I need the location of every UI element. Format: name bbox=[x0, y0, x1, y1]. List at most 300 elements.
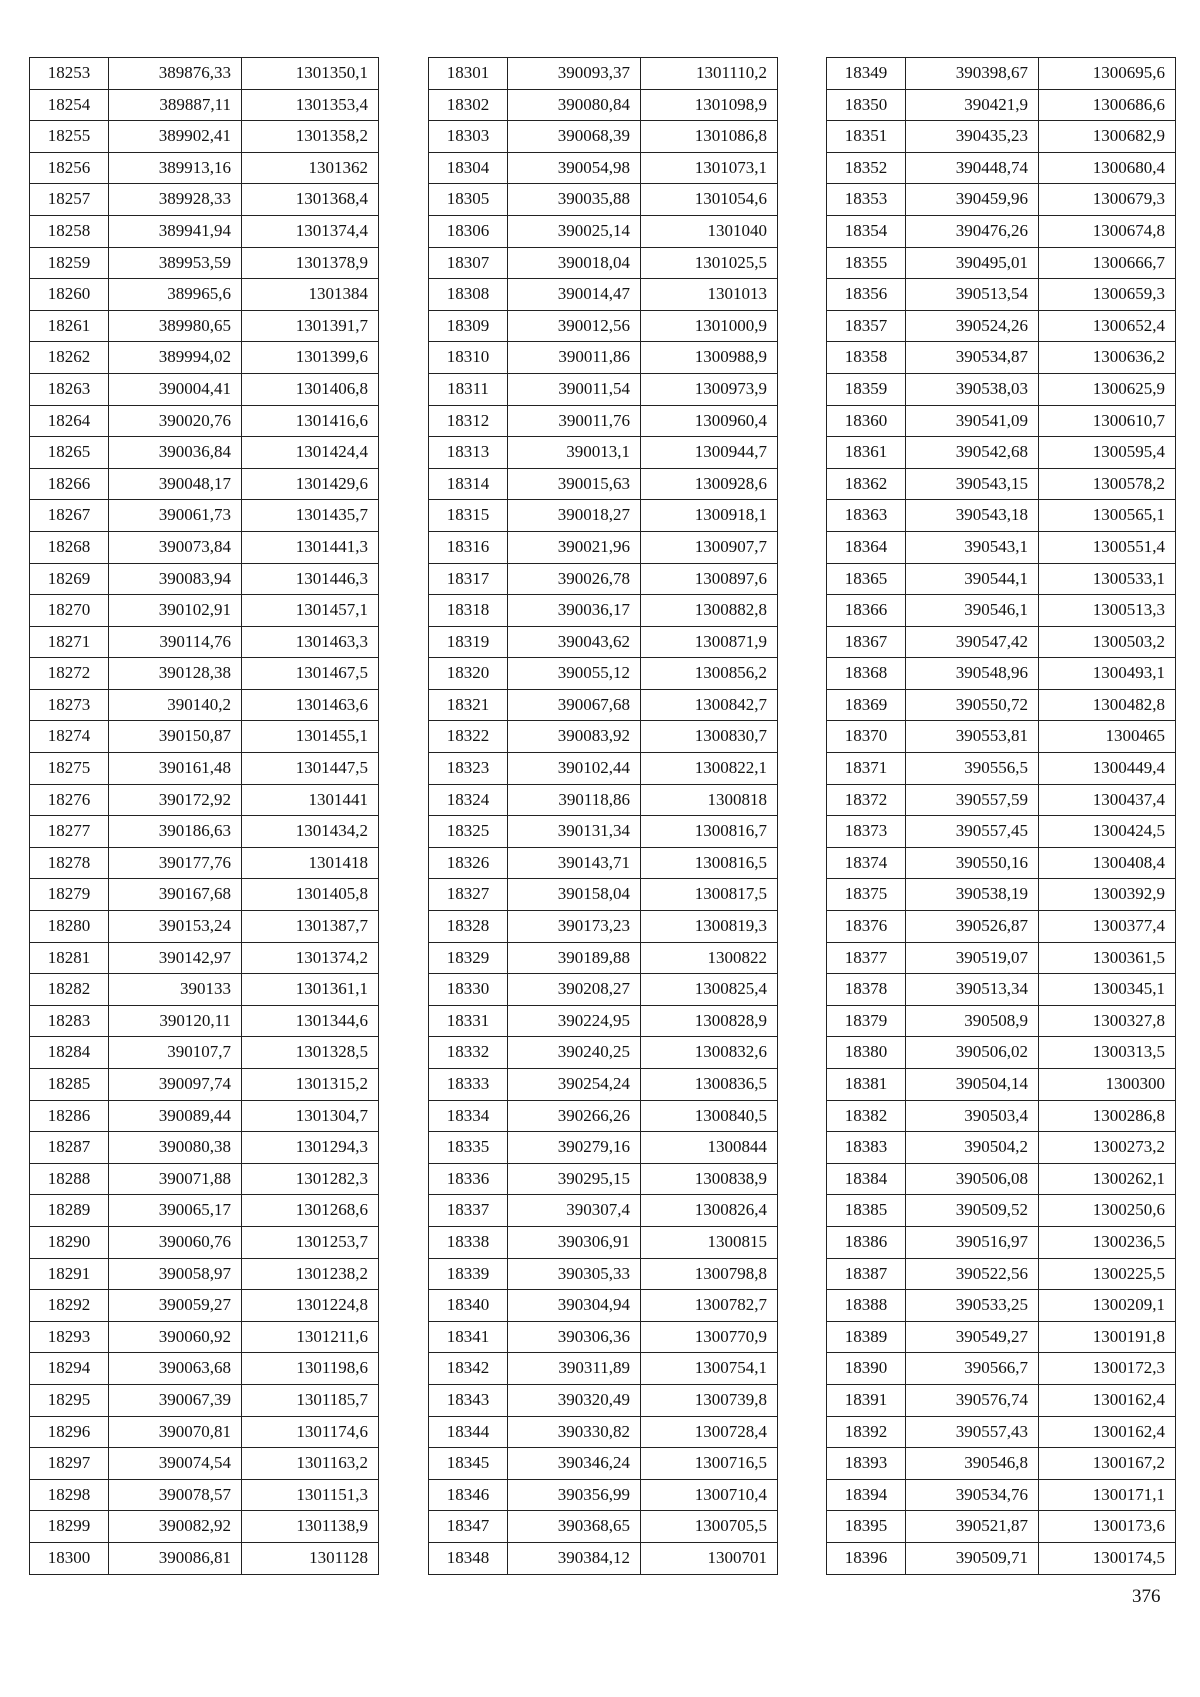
x-coordinate-cell: 389876,33 bbox=[109, 58, 242, 90]
table-row bbox=[429, 247, 778, 279]
x-coordinate-cell: 390543,1 bbox=[906, 531, 1039, 563]
x-coordinate-cell: 390018,27 bbox=[508, 500, 641, 532]
x-coordinate-cell: 390067,39 bbox=[109, 1384, 242, 1416]
y-coordinate-cell: 1301282,3 bbox=[242, 1163, 379, 1195]
x-coordinate-cell: 390547,42 bbox=[906, 626, 1039, 658]
y-coordinate-cell: 1301374,4 bbox=[242, 215, 379, 247]
y-coordinate-cell: 1300928,6 bbox=[641, 468, 778, 500]
y-coordinate-cell: 1300449,4 bbox=[1039, 753, 1176, 785]
point-number-cell: 18377 bbox=[827, 942, 906, 974]
x-coordinate-cell: 390014,47 bbox=[508, 279, 641, 311]
x-coordinate-cell: 390566,7 bbox=[906, 1353, 1039, 1385]
point-number-cell: 18295 bbox=[30, 1384, 109, 1416]
x-coordinate-cell: 390158,04 bbox=[508, 879, 641, 911]
point-number-cell: 18349 bbox=[827, 58, 906, 90]
y-coordinate-cell: 1301416,6 bbox=[242, 405, 379, 437]
y-coordinate-cell: 1301406,8 bbox=[242, 373, 379, 405]
x-coordinate-cell: 389994,02 bbox=[109, 342, 242, 374]
y-coordinate-cell: 1300871,9 bbox=[641, 626, 778, 658]
table-row bbox=[827, 563, 1176, 595]
point-number-cell: 18319 bbox=[429, 626, 508, 658]
y-coordinate-cell: 1300172,3 bbox=[1039, 1353, 1176, 1385]
y-coordinate-cell: 1301361,1 bbox=[242, 974, 379, 1006]
table-row bbox=[30, 279, 379, 311]
point-number-cell: 18271 bbox=[30, 626, 109, 658]
table-row bbox=[827, 974, 1176, 1006]
y-coordinate-cell: 1300844 bbox=[641, 1132, 778, 1164]
point-number-cell: 18370 bbox=[827, 721, 906, 753]
table-row bbox=[30, 89, 379, 121]
x-coordinate-cell: 390048,17 bbox=[109, 468, 242, 500]
y-coordinate-cell: 1301163,2 bbox=[242, 1448, 379, 1480]
x-coordinate-cell: 390035,88 bbox=[508, 184, 641, 216]
table-row bbox=[827, 1163, 1176, 1195]
table-row bbox=[429, 1290, 778, 1322]
point-number-cell: 18340 bbox=[429, 1290, 508, 1322]
table-row bbox=[827, 784, 1176, 816]
x-coordinate-cell: 390142,97 bbox=[109, 942, 242, 974]
y-coordinate-cell: 1300262,1 bbox=[1039, 1163, 1176, 1195]
table-row bbox=[827, 247, 1176, 279]
x-coordinate-cell: 390058,97 bbox=[109, 1258, 242, 1290]
point-number-cell: 18384 bbox=[827, 1163, 906, 1195]
x-coordinate-cell: 390118,86 bbox=[508, 784, 641, 816]
table-row bbox=[30, 658, 379, 690]
table-row bbox=[30, 911, 379, 943]
point-number-cell: 18306 bbox=[429, 215, 508, 247]
table-row bbox=[827, 1226, 1176, 1258]
table-row bbox=[30, 184, 379, 216]
point-number-cell: 18373 bbox=[827, 816, 906, 848]
y-coordinate-cell: 1301441,3 bbox=[242, 531, 379, 563]
y-coordinate-cell: 1301013 bbox=[641, 279, 778, 311]
point-number-cell: 18311 bbox=[429, 373, 508, 405]
y-coordinate-cell: 1301441 bbox=[242, 784, 379, 816]
y-coordinate-cell: 1300825,4 bbox=[641, 974, 778, 1006]
point-number-cell: 18258 bbox=[30, 215, 109, 247]
y-coordinate-cell: 1301353,4 bbox=[242, 89, 379, 121]
y-coordinate-cell: 1300907,7 bbox=[641, 531, 778, 563]
x-coordinate-cell: 390533,25 bbox=[906, 1290, 1039, 1322]
x-coordinate-cell: 390093,37 bbox=[508, 58, 641, 90]
point-number-cell: 18332 bbox=[429, 1037, 508, 1069]
point-number-cell: 18356 bbox=[827, 279, 906, 311]
y-coordinate-cell: 1300286,8 bbox=[1039, 1100, 1176, 1132]
y-coordinate-cell: 1301098,9 bbox=[641, 89, 778, 121]
point-number-cell: 18330 bbox=[429, 974, 508, 1006]
x-coordinate-cell: 390083,92 bbox=[508, 721, 641, 753]
x-coordinate-cell: 390504,14 bbox=[906, 1069, 1039, 1101]
y-coordinate-cell: 1300679,3 bbox=[1039, 184, 1176, 216]
point-number-cell: 18296 bbox=[30, 1416, 109, 1448]
table-row bbox=[429, 563, 778, 595]
x-coordinate-cell: 390036,84 bbox=[109, 437, 242, 469]
coordinate-table-3 bbox=[826, 57, 1176, 1575]
point-number-cell: 18383 bbox=[827, 1132, 906, 1164]
table-row bbox=[30, 1448, 379, 1480]
y-coordinate-cell: 1300828,9 bbox=[641, 1005, 778, 1037]
x-coordinate-cell: 390208,27 bbox=[508, 974, 641, 1006]
table-row bbox=[827, 595, 1176, 627]
table-row bbox=[429, 1226, 778, 1258]
table-row bbox=[30, 468, 379, 500]
point-number-cell: 18289 bbox=[30, 1195, 109, 1227]
point-number-cell: 18273 bbox=[30, 689, 109, 721]
x-coordinate-cell: 390080,84 bbox=[508, 89, 641, 121]
point-number-cell: 18393 bbox=[827, 1448, 906, 1480]
table-row bbox=[429, 342, 778, 374]
y-coordinate-cell: 1300273,2 bbox=[1039, 1132, 1176, 1164]
table-row bbox=[30, 500, 379, 532]
point-number-cell: 18263 bbox=[30, 373, 109, 405]
y-coordinate-cell: 1301418 bbox=[242, 847, 379, 879]
point-number-cell: 18282 bbox=[30, 974, 109, 1006]
y-coordinate-cell: 1300818 bbox=[641, 784, 778, 816]
table-row bbox=[827, 626, 1176, 658]
x-coordinate-cell: 389953,59 bbox=[109, 247, 242, 279]
table-row bbox=[30, 784, 379, 816]
x-coordinate-cell: 390055,12 bbox=[508, 658, 641, 690]
y-coordinate-cell: 1300636,2 bbox=[1039, 342, 1176, 374]
point-number-cell: 18253 bbox=[30, 58, 109, 90]
y-coordinate-cell: 1301328,5 bbox=[242, 1037, 379, 1069]
point-number-cell: 18368 bbox=[827, 658, 906, 690]
x-coordinate-cell: 390306,91 bbox=[508, 1226, 641, 1258]
table-row bbox=[827, 89, 1176, 121]
point-number-cell: 18288 bbox=[30, 1163, 109, 1195]
point-number-cell: 18275 bbox=[30, 753, 109, 785]
point-number-cell: 18364 bbox=[827, 531, 906, 563]
x-coordinate-cell: 390036,17 bbox=[508, 595, 641, 627]
y-coordinate-cell: 1301198,6 bbox=[242, 1353, 379, 1385]
x-coordinate-cell: 390534,76 bbox=[906, 1479, 1039, 1511]
x-coordinate-cell: 390509,71 bbox=[906, 1542, 1039, 1574]
y-coordinate-cell: 1300503,2 bbox=[1039, 626, 1176, 658]
table-row bbox=[429, 974, 778, 1006]
table-row bbox=[30, 437, 379, 469]
x-coordinate-cell: 390120,11 bbox=[109, 1005, 242, 1037]
y-coordinate-cell: 1301000,9 bbox=[641, 310, 778, 342]
y-coordinate-cell: 1300345,1 bbox=[1039, 974, 1176, 1006]
y-coordinate-cell: 1301040 bbox=[641, 215, 778, 247]
y-coordinate-cell: 1301185,7 bbox=[242, 1384, 379, 1416]
table-row bbox=[429, 1005, 778, 1037]
point-number-cell: 18307 bbox=[429, 247, 508, 279]
y-coordinate-cell: 1300680,4 bbox=[1039, 152, 1176, 184]
table-row bbox=[827, 1132, 1176, 1164]
point-number-cell: 18313 bbox=[429, 437, 508, 469]
y-coordinate-cell: 1301463,6 bbox=[242, 689, 379, 721]
y-coordinate-cell: 1301434,2 bbox=[242, 816, 379, 848]
x-coordinate-cell: 390549,27 bbox=[906, 1321, 1039, 1353]
point-number-cell: 18298 bbox=[30, 1479, 109, 1511]
y-coordinate-cell: 1300408,4 bbox=[1039, 847, 1176, 879]
point-number-cell: 18372 bbox=[827, 784, 906, 816]
y-coordinate-cell: 1300674,8 bbox=[1039, 215, 1176, 247]
x-coordinate-cell: 389913,16 bbox=[109, 152, 242, 184]
point-number-cell: 18347 bbox=[429, 1511, 508, 1543]
table-row bbox=[429, 437, 778, 469]
y-coordinate-cell: 1301268,6 bbox=[242, 1195, 379, 1227]
y-coordinate-cell: 1301344,6 bbox=[242, 1005, 379, 1037]
point-number-cell: 18389 bbox=[827, 1321, 906, 1353]
table-row bbox=[827, 1479, 1176, 1511]
y-coordinate-cell: 1300826,4 bbox=[641, 1195, 778, 1227]
y-coordinate-cell: 1300666,7 bbox=[1039, 247, 1176, 279]
point-number-cell: 18281 bbox=[30, 942, 109, 974]
table-row bbox=[30, 626, 379, 658]
table-row bbox=[429, 152, 778, 184]
table-row bbox=[429, 1448, 778, 1480]
point-number-cell: 18305 bbox=[429, 184, 508, 216]
x-coordinate-cell: 390266,26 bbox=[508, 1100, 641, 1132]
y-coordinate-cell: 1300960,4 bbox=[641, 405, 778, 437]
table-row bbox=[429, 405, 778, 437]
y-coordinate-cell: 1300822,1 bbox=[641, 753, 778, 785]
x-coordinate-cell: 390074,54 bbox=[109, 1448, 242, 1480]
point-number-cell: 18267 bbox=[30, 500, 109, 532]
x-coordinate-cell: 390553,81 bbox=[906, 721, 1039, 753]
y-coordinate-cell: 1301391,7 bbox=[242, 310, 379, 342]
point-number-cell: 18338 bbox=[429, 1226, 508, 1258]
y-coordinate-cell: 1301467,5 bbox=[242, 658, 379, 690]
y-coordinate-cell: 1300595,4 bbox=[1039, 437, 1176, 469]
table-row bbox=[827, 1005, 1176, 1037]
point-number-cell: 18357 bbox=[827, 310, 906, 342]
point-number-cell: 18310 bbox=[429, 342, 508, 374]
table-row bbox=[429, 658, 778, 690]
x-coordinate-cell: 390082,92 bbox=[109, 1511, 242, 1543]
point-number-cell: 18293 bbox=[30, 1321, 109, 1353]
x-coordinate-cell: 390519,07 bbox=[906, 942, 1039, 974]
table-row bbox=[30, 1384, 379, 1416]
x-coordinate-cell: 390279,16 bbox=[508, 1132, 641, 1164]
point-number-cell: 18326 bbox=[429, 847, 508, 879]
x-coordinate-cell: 389902,41 bbox=[109, 121, 242, 153]
y-coordinate-cell: 1300300 bbox=[1039, 1069, 1176, 1101]
point-number-cell: 18376 bbox=[827, 911, 906, 943]
table-row bbox=[429, 784, 778, 816]
table-row bbox=[30, 1290, 379, 1322]
table-row bbox=[827, 1448, 1176, 1480]
point-number-cell: 18335 bbox=[429, 1132, 508, 1164]
table-row bbox=[429, 753, 778, 785]
x-coordinate-cell: 390177,76 bbox=[109, 847, 242, 879]
y-coordinate-cell: 1301304,7 bbox=[242, 1100, 379, 1132]
x-coordinate-cell: 390330,82 bbox=[508, 1416, 641, 1448]
table-row bbox=[429, 626, 778, 658]
point-number-cell: 18366 bbox=[827, 595, 906, 627]
point-number-cell: 18392 bbox=[827, 1416, 906, 1448]
point-number-cell: 18268 bbox=[30, 531, 109, 563]
x-coordinate-cell: 390070,81 bbox=[109, 1416, 242, 1448]
x-coordinate-cell: 390521,87 bbox=[906, 1511, 1039, 1543]
y-coordinate-cell: 1300973,9 bbox=[641, 373, 778, 405]
point-number-cell: 18264 bbox=[30, 405, 109, 437]
point-number-cell: 18353 bbox=[827, 184, 906, 216]
y-coordinate-cell: 1300392,9 bbox=[1039, 879, 1176, 911]
y-coordinate-cell: 1301151,3 bbox=[242, 1479, 379, 1511]
y-coordinate-cell: 1300173,6 bbox=[1039, 1511, 1176, 1543]
x-coordinate-cell: 389941,94 bbox=[109, 215, 242, 247]
table-row bbox=[30, 1416, 379, 1448]
x-coordinate-cell: 390011,76 bbox=[508, 405, 641, 437]
x-coordinate-cell: 390576,74 bbox=[906, 1384, 1039, 1416]
y-coordinate-cell: 1300822 bbox=[641, 942, 778, 974]
x-coordinate-cell: 390306,36 bbox=[508, 1321, 641, 1353]
y-coordinate-cell: 1301128 bbox=[242, 1542, 379, 1574]
point-number-cell: 18257 bbox=[30, 184, 109, 216]
x-coordinate-cell: 390172,92 bbox=[109, 784, 242, 816]
table-row bbox=[30, 1258, 379, 1290]
x-coordinate-cell: 390186,63 bbox=[109, 816, 242, 848]
point-number-cell: 18327 bbox=[429, 879, 508, 911]
x-coordinate-cell: 390522,56 bbox=[906, 1258, 1039, 1290]
x-coordinate-cell: 390102,44 bbox=[508, 753, 641, 785]
point-number-cell: 18279 bbox=[30, 879, 109, 911]
x-coordinate-cell: 390224,95 bbox=[508, 1005, 641, 1037]
y-coordinate-cell: 1301455,1 bbox=[242, 721, 379, 753]
point-number-cell: 18361 bbox=[827, 437, 906, 469]
y-coordinate-cell: 1300209,1 bbox=[1039, 1290, 1176, 1322]
point-number-cell: 18254 bbox=[30, 89, 109, 121]
point-number-cell: 18344 bbox=[429, 1416, 508, 1448]
y-coordinate-cell: 1301429,6 bbox=[242, 468, 379, 500]
table-row bbox=[429, 1100, 778, 1132]
x-coordinate-cell: 390054,98 bbox=[508, 152, 641, 184]
point-number-cell: 18348 bbox=[429, 1542, 508, 1574]
table-row bbox=[429, 1542, 778, 1574]
point-number-cell: 18259 bbox=[30, 247, 109, 279]
x-coordinate-cell: 390020,76 bbox=[109, 405, 242, 437]
x-coordinate-cell: 390065,17 bbox=[109, 1195, 242, 1227]
x-coordinate-cell: 390476,26 bbox=[906, 215, 1039, 247]
table-row bbox=[827, 437, 1176, 469]
table-row bbox=[429, 721, 778, 753]
table-row bbox=[827, 1258, 1176, 1290]
point-number-cell: 18287 bbox=[30, 1132, 109, 1164]
x-coordinate-cell: 390133 bbox=[109, 974, 242, 1006]
y-coordinate-cell: 1301405,8 bbox=[242, 879, 379, 911]
table-row bbox=[827, 1511, 1176, 1543]
y-coordinate-cell: 1300815 bbox=[641, 1226, 778, 1258]
table-row bbox=[827, 1290, 1176, 1322]
y-coordinate-cell: 1300782,7 bbox=[641, 1290, 778, 1322]
x-coordinate-cell: 390307,4 bbox=[508, 1195, 641, 1227]
y-coordinate-cell: 1301086,8 bbox=[641, 121, 778, 153]
point-number-cell: 18320 bbox=[429, 658, 508, 690]
point-number-cell: 18315 bbox=[429, 500, 508, 532]
point-number-cell: 18265 bbox=[30, 437, 109, 469]
point-number-cell: 18299 bbox=[30, 1511, 109, 1543]
x-coordinate-cell: 390295,15 bbox=[508, 1163, 641, 1195]
point-number-cell: 18285 bbox=[30, 1069, 109, 1101]
y-coordinate-cell: 1300701 bbox=[641, 1542, 778, 1574]
table-row bbox=[429, 879, 778, 911]
y-coordinate-cell: 1301463,3 bbox=[242, 626, 379, 658]
x-coordinate-cell: 390067,68 bbox=[508, 689, 641, 721]
y-coordinate-cell: 1300754,1 bbox=[641, 1353, 778, 1385]
point-number-cell: 18283 bbox=[30, 1005, 109, 1037]
y-coordinate-cell: 1300832,6 bbox=[641, 1037, 778, 1069]
table-row bbox=[429, 942, 778, 974]
point-number-cell: 18342 bbox=[429, 1353, 508, 1385]
y-coordinate-cell: 1301350,1 bbox=[242, 58, 379, 90]
table-row bbox=[827, 1037, 1176, 1069]
point-number-cell: 18262 bbox=[30, 342, 109, 374]
y-coordinate-cell: 1301387,7 bbox=[242, 911, 379, 943]
point-number-cell: 18280 bbox=[30, 911, 109, 943]
x-coordinate-cell: 390320,49 bbox=[508, 1384, 641, 1416]
y-coordinate-cell: 1300819,3 bbox=[641, 911, 778, 943]
y-coordinate-cell: 1300705,5 bbox=[641, 1511, 778, 1543]
point-number-cell: 18374 bbox=[827, 847, 906, 879]
x-coordinate-cell: 390534,87 bbox=[906, 342, 1039, 374]
point-number-cell: 18291 bbox=[30, 1258, 109, 1290]
table-row bbox=[30, 816, 379, 848]
x-coordinate-cell: 390550,16 bbox=[906, 847, 1039, 879]
table-row bbox=[30, 721, 379, 753]
table-row bbox=[429, 911, 778, 943]
y-coordinate-cell: 1300313,5 bbox=[1039, 1037, 1176, 1069]
table-row bbox=[30, 405, 379, 437]
y-coordinate-cell: 1301138,9 bbox=[242, 1511, 379, 1543]
y-coordinate-cell: 1301384 bbox=[242, 279, 379, 311]
point-number-cell: 18276 bbox=[30, 784, 109, 816]
y-coordinate-cell: 1300551,4 bbox=[1039, 531, 1176, 563]
table-row bbox=[429, 279, 778, 311]
x-coordinate-cell: 390508,9 bbox=[906, 1005, 1039, 1037]
table-row bbox=[429, 1353, 778, 1385]
y-coordinate-cell: 1300836,5 bbox=[641, 1069, 778, 1101]
point-number-cell: 18355 bbox=[827, 247, 906, 279]
table-row bbox=[429, 310, 778, 342]
y-coordinate-cell: 1301457,1 bbox=[242, 595, 379, 627]
y-coordinate-cell: 1300377,4 bbox=[1039, 911, 1176, 943]
point-number-cell: 18363 bbox=[827, 500, 906, 532]
x-coordinate-cell: 390073,84 bbox=[109, 531, 242, 563]
x-coordinate-cell: 390060,76 bbox=[109, 1226, 242, 1258]
table-row bbox=[30, 1037, 379, 1069]
x-coordinate-cell: 390538,03 bbox=[906, 373, 1039, 405]
y-coordinate-cell: 1301294,3 bbox=[242, 1132, 379, 1164]
table-row bbox=[30, 58, 379, 90]
point-number-cell: 18318 bbox=[429, 595, 508, 627]
x-coordinate-cell: 390368,65 bbox=[508, 1511, 641, 1543]
point-number-cell: 18388 bbox=[827, 1290, 906, 1322]
y-coordinate-cell: 1301446,3 bbox=[242, 563, 379, 595]
point-number-cell: 18303 bbox=[429, 121, 508, 153]
point-number-cell: 18395 bbox=[827, 1511, 906, 1543]
point-number-cell: 18385 bbox=[827, 1195, 906, 1227]
x-coordinate-cell: 390043,62 bbox=[508, 626, 641, 658]
x-coordinate-cell: 390167,68 bbox=[109, 879, 242, 911]
x-coordinate-cell: 390011,54 bbox=[508, 373, 641, 405]
y-coordinate-cell: 1301110,2 bbox=[641, 58, 778, 90]
point-number-cell: 18396 bbox=[827, 1542, 906, 1574]
x-coordinate-cell: 390102,91 bbox=[109, 595, 242, 627]
y-coordinate-cell: 1300830,7 bbox=[641, 721, 778, 753]
x-coordinate-cell: 390078,57 bbox=[109, 1479, 242, 1511]
x-coordinate-cell: 390068,39 bbox=[508, 121, 641, 153]
x-coordinate-cell: 390131,34 bbox=[508, 816, 641, 848]
table-row bbox=[827, 1195, 1176, 1227]
y-coordinate-cell: 1300838,9 bbox=[641, 1163, 778, 1195]
y-coordinate-cell: 1301362 bbox=[242, 152, 379, 184]
x-coordinate-cell: 390097,74 bbox=[109, 1069, 242, 1101]
point-number-cell: 18331 bbox=[429, 1005, 508, 1037]
table-row bbox=[30, 942, 379, 974]
